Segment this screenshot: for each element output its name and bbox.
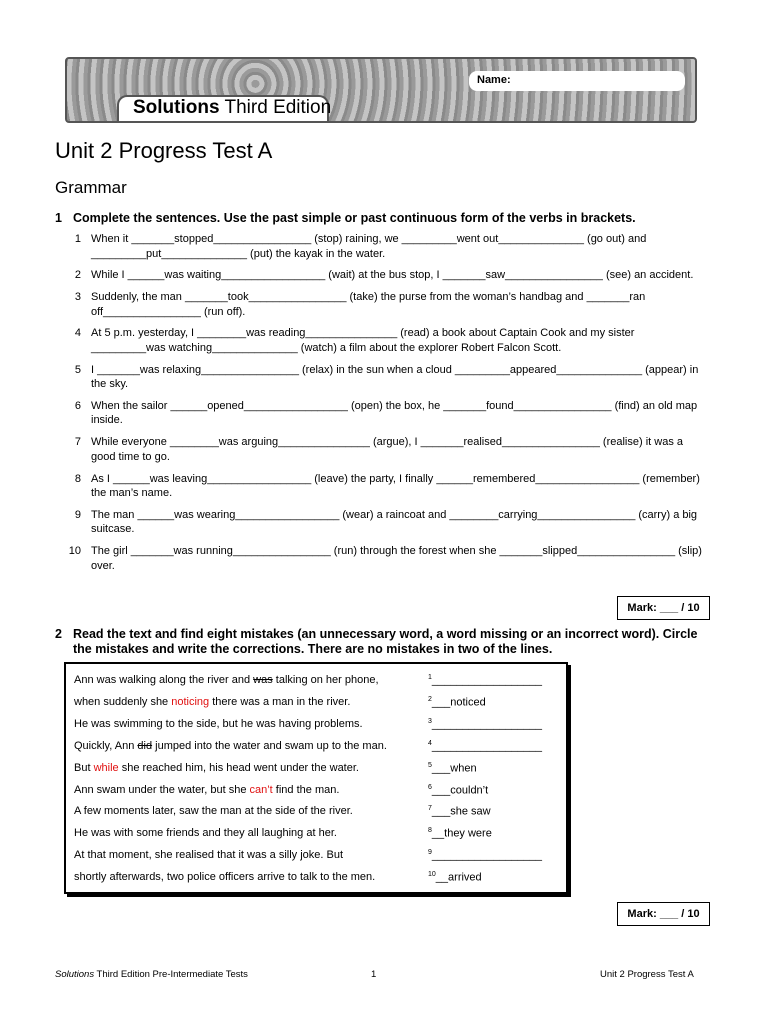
text-line: He was with some friends and they all laughing at her. [74, 827, 337, 840]
q1-item-number: 1 [74, 233, 81, 245]
footer-page-number: 1 [371, 969, 377, 980]
correction-answer: $^8$__they were [428, 827, 492, 840]
q1-item [55, 399, 705, 428]
text-line: Ann swam under the water, but she can’t find the man. [74, 783, 340, 796]
q1-item [55, 472, 705, 501]
q1-item-number: 10 [68, 545, 81, 558]
correction-answer: $^7$___she saw [428, 805, 491, 819]
q1-item-text: When it _______stopped________________ (stop) raining, we _________went out______________ (go out) and _________put______________ (put) the kayak in the water. [91, 233, 647, 260]
q1-item-number: 5 [74, 363, 81, 376]
q1-item [55, 290, 705, 319]
text-line: He was swimming to the side, but he was having problems. [74, 717, 363, 730]
correction-answer: $^2$___noticed [428, 695, 486, 709]
q1-item-text: The man ______was wearing_________________ (wear) a raincoat and ________carrying________________ (carry) a big suitcase. [91, 508, 698, 536]
q1-item [55, 508, 705, 537]
page-title: Unit 2 Progress Test A [55, 138, 273, 163]
q1-item-text: While I ______was waiting_________________ (wait) at the bus stop, I _______saw________________ (see) an accident. [91, 269, 694, 282]
text-line: shortly afterwards, two police officers arrive to talk to the men. [74, 871, 376, 884]
q1-item [55, 435, 705, 464]
q1-item [55, 268, 705, 283]
text-line: But while she reached him, his head went under the water. [74, 761, 359, 774]
footer-right: Unit 2 Progress Test A [600, 969, 694, 980]
marked-mistake: while [93, 761, 119, 774]
q1-items [55, 232, 705, 580]
q1-item-text: When the sailor ______opened_________________ (open) the box, he _______found________________ (find) an old map inside. [91, 399, 698, 427]
q1-item [55, 544, 705, 573]
q1-item-text: At 5 p.m. yesterday, I ________was reading_______________ (read) a book about Captain Cook and my sister _________was watching______________ (watch) a film about the explorer Robert Falcon Scott. [91, 327, 635, 354]
q1-item [55, 363, 705, 392]
q1-item-number: 7 [74, 436, 81, 449]
q2-mark-box: Mark: ___ / 10 [617, 902, 710, 926]
q1-mark-box: Mark: ___ / 10 [617, 596, 710, 620]
q1-item-number: 3 [74, 291, 81, 304]
q1-item [55, 326, 705, 355]
marked-mistake: did [137, 739, 153, 752]
correction-answer: $^4$__________________ [428, 739, 543, 753]
correction-answer: $^1$__________________ [428, 674, 543, 687]
q2-text-box [64, 662, 568, 894]
correction-answer: $^3$__________________ [428, 717, 543, 731]
q1-item-text: The girl _______was running________________ (run) through the forest when she _______slipped________________ (slip) over. [91, 545, 702, 572]
correction-answer: $^5$___when [428, 761, 477, 775]
marked-mistake: was [253, 674, 273, 686]
correction-answer: $^{10}$__arrived [428, 871, 482, 884]
text-line: Quickly, Ann did jumped into the water and swam up to the man. [74, 739, 387, 752]
q1-item-text: I _______was relaxing________________ (relax) in the sun when a cloud _________appeared______________ (appear) in the sky. [91, 363, 699, 391]
q1-item-text: Suddenly, the man _______took________________ (take) the purse from the woman’s handbag and _______ran off________________ (run off). [91, 291, 646, 318]
text-line: Ann was walking along the river and was talking on her phone, [74, 674, 379, 686]
section-heading: Grammar [55, 178, 127, 197]
series-logo: Solutions Third Edition [133, 97, 332, 118]
q1-item-text: While everyone ________was arguing_______________ (argue), I _______realised________________ (realise) it was a good time to go. [91, 436, 683, 463]
header-banner [65, 57, 697, 123]
q1-item-number: 6 [74, 399, 81, 412]
footer-left: Solutions Third Edition Pre-Intermediate Tests [55, 969, 248, 980]
marked-mistake: can’t [249, 783, 273, 796]
q1-item [55, 232, 705, 261]
text-line: A few moments later, saw the man at the side of the river. [74, 805, 353, 818]
q1-item-number: 8 [74, 472, 81, 485]
correction-answer: $^6$___couldn’t [428, 783, 489, 797]
correction-answer: $^9$__________________ [428, 849, 543, 862]
q1-item-number: 2 [74, 269, 81, 282]
q1-item-text: As I ______was leaving_________________ (leave) the party, I finally ______remembered_________________ (remember) the man’s name. [91, 472, 700, 500]
marked-mistake: noticing [171, 695, 210, 708]
text-line: when suddenly she noticing there was a man in the river. [74, 695, 351, 708]
text-line: At that moment, she realised that it was a silly joke. But [74, 849, 344, 862]
q1-item-number: 4 [74, 327, 81, 340]
name-label: Name: [477, 74, 511, 86]
q1-item-number: 9 [74, 508, 81, 521]
